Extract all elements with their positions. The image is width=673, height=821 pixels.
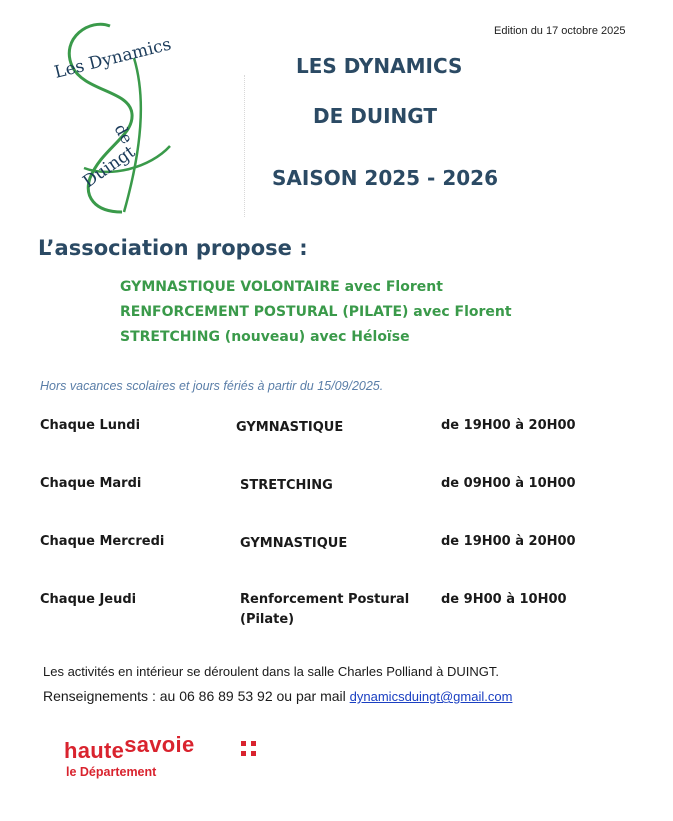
departement-label: le Département (66, 765, 157, 779)
association-heading: L’association propose : (38, 236, 308, 260)
schedule-time: de 09H00 à 10H00 (441, 476, 576, 491)
title-line-2: DE DUINGT (313, 104, 437, 128)
logo-text-de: de (110, 120, 137, 148)
wordmark-haute: haute (64, 738, 125, 763)
offer-item: STRETCHING (nouveau) avec Héloïse (120, 329, 410, 345)
schedule-activity: Renforcement Postural (Pilate) (240, 592, 410, 627)
edition-date: Edition du 17 octobre 2025 (494, 25, 626, 37)
schedule-activity: GYMNASTIQUE (236, 420, 344, 435)
schedule-day: Chaque Mardi (40, 476, 142, 491)
schedule-time: de 9H00 à 10H00 (441, 592, 567, 607)
cross-dots-icon (239, 741, 261, 759)
header-divider (244, 75, 245, 217)
wordmark-savoie: savoie (124, 732, 195, 757)
contact-line (43, 688, 512, 704)
dynamics-logo (50, 18, 200, 218)
contact-label: Renseignements : au 06 86 89 53 92 ou par mail (43, 688, 346, 704)
email-link[interactable]: dynamicsduingt@gmail.com (349, 689, 513, 704)
schedule-time: de 19H00 à 20H00 (441, 418, 576, 433)
schedule-day: Chaque Mercredi (40, 534, 165, 549)
offer-item: RENFORCEMENT POSTURAL (PILATE) avec Florent (120, 304, 512, 320)
schedule-day: Chaque Lundi (40, 418, 141, 433)
schedule-note: Hors vacances scolaires et jours fériés à partir du 15/09/2025. (40, 379, 384, 393)
schedule-day: Chaque Jeudi (40, 592, 137, 607)
schedule-activity: GYMNASTIQUE (240, 536, 348, 551)
schedule-activity: STRETCHING (240, 478, 333, 493)
logo-text-les-dynamics: Les Dynamics (52, 34, 174, 83)
logo-text-duingt: Duingt (79, 142, 139, 193)
offer-item: GYMNASTIQUE VOLONTAIRE avec Florent (120, 279, 443, 295)
venue-info: Les activités en intérieur se déroulent dans la salle Charles Polliand à DUINGT. (43, 664, 499, 679)
season-title: SAISON 2025 - 2026 (272, 166, 498, 190)
title-line-1: LES DYNAMICS (296, 54, 463, 78)
haute-savoie-wordmark (64, 732, 195, 764)
schedule-time: de 19H00 à 20H00 (441, 534, 576, 549)
haute-savoie-logo (64, 732, 264, 788)
